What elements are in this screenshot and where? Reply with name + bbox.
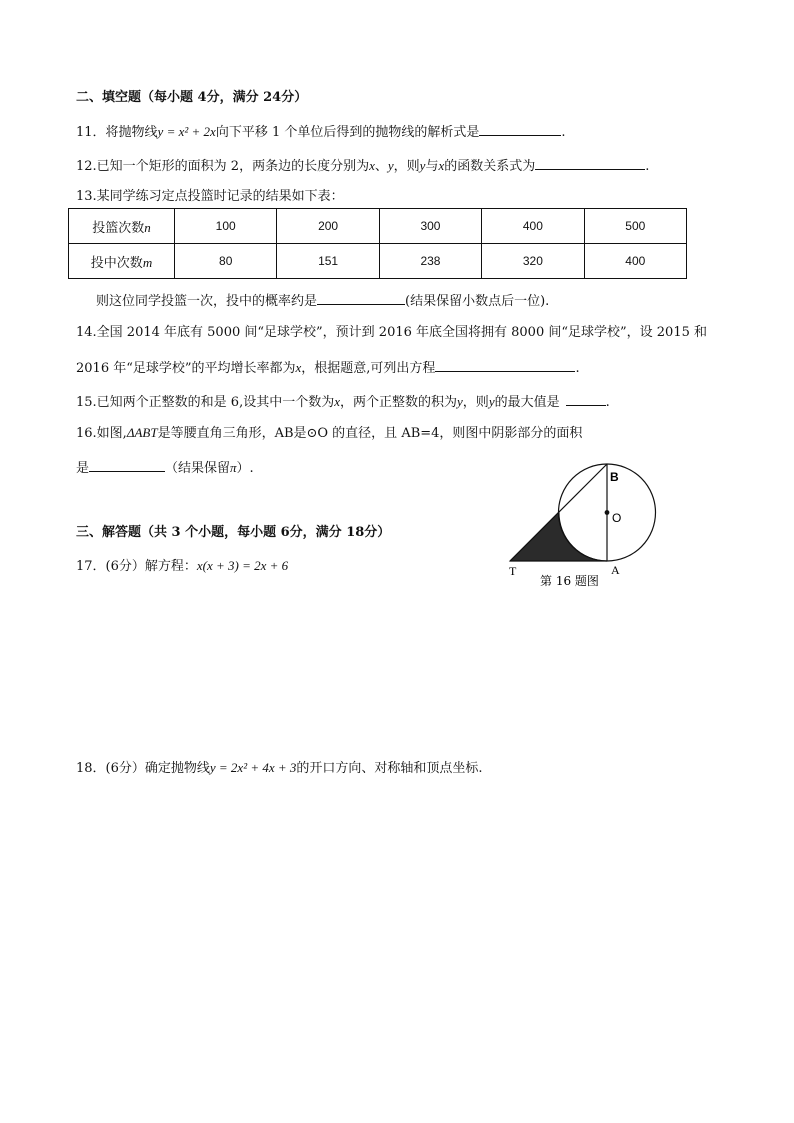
question-14-line-1: 14.全国 2014 年底有 5000 间“足球学校”，预计到 2016 年底全国将拥有 8000 间“足球学校”，设 2015 和 xyxy=(76,325,708,340)
q13-followup-suffix: (结果保留小数点后一位). xyxy=(405,294,550,309)
section-3-heading: 三、解答题（共 3 个小题，每小题 6分，满分 18分） xyxy=(76,525,391,540)
row-header-hits xyxy=(69,244,175,279)
row-header-hits-label: 投中次数 xyxy=(90,255,143,271)
q15-var-y2: y xyxy=(488,394,495,409)
table-cell: 80 xyxy=(175,244,277,279)
q12-mid: ，则 xyxy=(393,159,420,174)
q15-answer-blank[interactable] xyxy=(566,391,606,406)
q16-prefix: 16.如图, xyxy=(76,426,127,441)
question-11 xyxy=(76,121,566,142)
q12-suffix: 的函数关系式为 xyxy=(444,159,536,174)
q11-prefix: 11．将抛物线 xyxy=(76,125,158,140)
table-cell: 500 xyxy=(584,209,686,244)
figure-caption: 第 16 题图 xyxy=(540,574,599,588)
question-16-line-1 xyxy=(76,424,582,443)
question-13-intro: 13.某同学练习定点投篮时记录的结果如下表： xyxy=(76,189,344,204)
q14-var-x: x xyxy=(295,360,302,375)
q11-suffix: 向下平移 1 个单位后得到的抛物线的解析式是 xyxy=(215,125,480,140)
table-cell: 300 xyxy=(379,209,481,244)
q16-triangle: ΔABT xyxy=(126,425,158,440)
q18-suffix: 的开口方向、对称轴和顶点坐标. xyxy=(296,761,483,776)
figure-16-circle-triangle xyxy=(505,462,665,592)
q11-formula: y = x² + 2x xyxy=(157,124,216,139)
q12-end: . xyxy=(645,159,650,174)
q12-sep: 、 xyxy=(374,159,388,174)
q15-var-y: y xyxy=(457,394,463,409)
q16-pi: π xyxy=(230,460,237,475)
q17-equation: x(x + 3) = 2x + 6 xyxy=(196,558,289,573)
table-cell: 400 xyxy=(584,244,686,279)
q15-mid2: ，则 xyxy=(462,395,489,410)
q12-var-y: y xyxy=(387,158,394,173)
label-b: B xyxy=(610,470,619,484)
q15-suffix: 的最大值是 xyxy=(494,395,560,410)
q11-answer-blank[interactable] xyxy=(479,121,561,136)
table-cell: 151 xyxy=(277,244,379,279)
question-15 xyxy=(76,391,610,412)
table-cell: 238 xyxy=(379,244,481,279)
row-header-shots xyxy=(69,209,175,244)
q16-text: 是等腰直角三角形，AB是⊙O 的直径，且 AB=4，则图中阴影部分的面积 xyxy=(157,426,583,441)
q14-answer-blank[interactable] xyxy=(435,357,575,372)
table-row-hits xyxy=(69,244,687,279)
row-header-shots-var: n xyxy=(144,219,151,235)
q12-answer-blank[interactable] xyxy=(535,155,645,170)
label-o: O xyxy=(612,511,622,525)
q15-mid: ，两个正整数的积为 xyxy=(340,395,458,410)
question-14-line-2 xyxy=(76,357,580,378)
question-16-line-2 xyxy=(76,457,254,478)
table-cell: 200 xyxy=(277,209,379,244)
question-12 xyxy=(76,155,649,176)
q12-mid2: 与 xyxy=(425,159,439,174)
q13-followup-prefix: 则这位同学投篮一次，投中的概率约是 xyxy=(96,294,318,309)
row-header-shots-label: 投篮次数 xyxy=(92,220,145,236)
q14-end: . xyxy=(575,361,580,376)
table-cell: 400 xyxy=(482,209,584,244)
q12-var-y2: y xyxy=(419,158,426,173)
q17-prefix: 17．(6分）解方程： xyxy=(76,559,197,574)
row-header-hits-var: m xyxy=(142,254,153,270)
q14-line2-prefix: 2016 年“足球学校”的平均增长率都为 xyxy=(76,361,296,376)
question-18 xyxy=(76,759,483,778)
question-17 xyxy=(76,557,288,576)
q12-var-x: x xyxy=(369,158,375,173)
q16-line2-end: ）. xyxy=(236,461,254,476)
q16-line2-prefix: 是 xyxy=(76,461,90,476)
q16-line2-suffix: （结果保留 xyxy=(165,461,231,476)
q15-prefix: 15.已知两个正整数的和是 6,设其中一个数为 xyxy=(76,395,335,410)
label-t: T xyxy=(509,564,517,578)
table-row-shots xyxy=(69,209,687,244)
q11-end: . xyxy=(561,125,566,140)
label-a: A xyxy=(611,563,620,577)
q14-line2-mid: ，根据题意,可列出方程 xyxy=(301,361,436,376)
q16-answer-blank[interactable] xyxy=(89,457,165,472)
table-cell: 100 xyxy=(175,209,277,244)
section-2-heading: 二、填空题（每小题 4分，满分 24分） xyxy=(76,90,308,105)
q15-end: . xyxy=(605,395,610,410)
shooting-results-table xyxy=(68,208,687,279)
table-cell: 320 xyxy=(482,244,584,279)
q18-formula: y = 2x² + 4x + 3 xyxy=(209,760,297,775)
q15-var-x: x xyxy=(334,394,340,409)
question-13-followup xyxy=(96,290,549,311)
q13-answer-blank[interactable] xyxy=(317,290,405,305)
center-point-o xyxy=(605,510,610,515)
q18-prefix: 18．(6分）确定抛物线 xyxy=(76,761,210,776)
q12-prefix: 12.已知一个矩形的面积为 2，两条边的长度分别为 xyxy=(76,159,370,174)
q12-var-x2: x xyxy=(438,158,445,173)
